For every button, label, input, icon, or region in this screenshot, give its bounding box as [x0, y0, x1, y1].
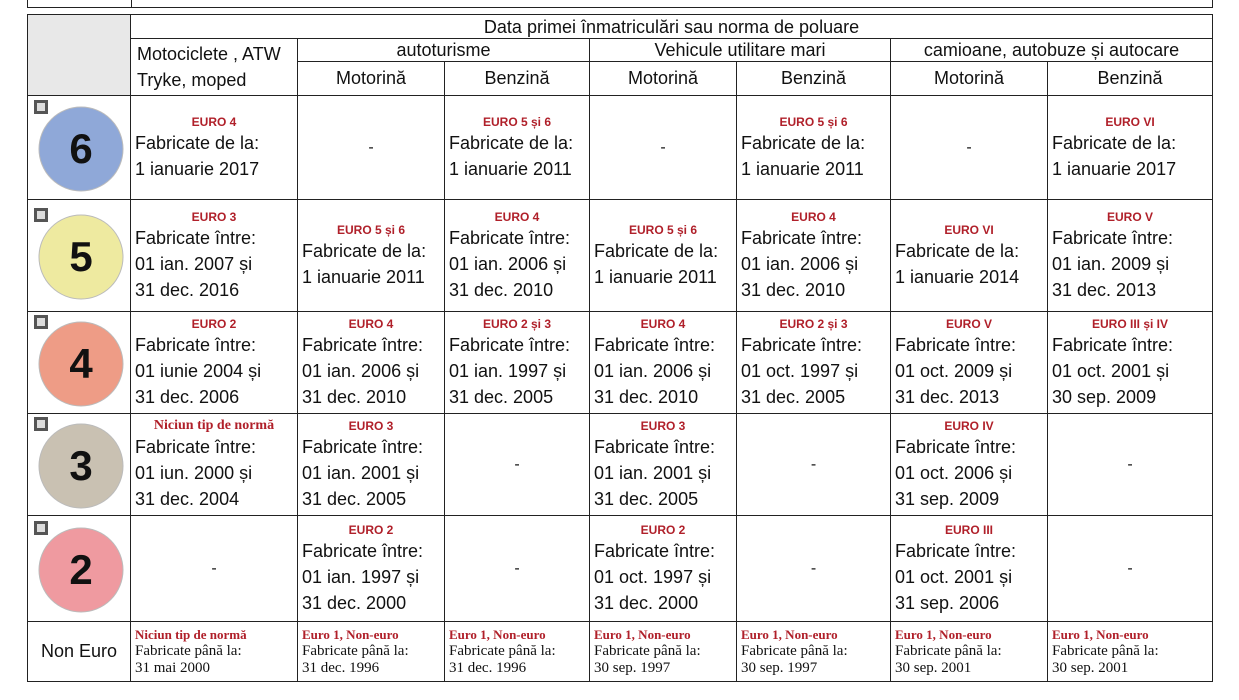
- cell-text-l2: 01 ian. 2001 și: [302, 462, 420, 483]
- table-row-non-euro: [28, 622, 1213, 682]
- cell-text-l3: 31 dec. 2006: [135, 386, 240, 407]
- cell-content: [590, 522, 736, 616]
- table-cell: [131, 200, 298, 312]
- cell-text-l1: Fabricate de la:: [135, 132, 260, 153]
- table-cell: [131, 414, 298, 516]
- table-cell: [891, 516, 1048, 622]
- empty-dash: -: [1127, 455, 1133, 473]
- cell-content: [1048, 316, 1212, 410]
- table-row: [28, 516, 1213, 622]
- cell-content: [298, 316, 444, 410]
- moto-header-line1: Motociclete , ATW: [137, 44, 281, 64]
- cell-text-l3: 31 dec. 2010: [594, 386, 699, 407]
- norm-label: EURO 5 și 6: [779, 114, 848, 129]
- table-cell: [1048, 622, 1213, 682]
- cell-text-l2: 01 oct. 2009 și: [895, 360, 1013, 381]
- cell-text-l3: 31 dec. 2010: [741, 279, 846, 300]
- empty-dash: -: [514, 455, 520, 473]
- cell-content: [1048, 209, 1212, 303]
- cell-text-l2: 01 ian. 2006 și: [302, 360, 420, 381]
- cell-content: [445, 627, 589, 677]
- table-row: [28, 312, 1213, 414]
- cell-text-l1: Fabricate de la:: [302, 240, 427, 261]
- cell-text-l3: 31 dec. 2005: [449, 386, 554, 407]
- cell-text-l2: 30 sep. 1997: [741, 659, 818, 676]
- cell-text-l1: Fabricate între:: [594, 540, 716, 561]
- empty-dash: -: [660, 138, 666, 156]
- norm-label: EURO VI: [1105, 114, 1155, 129]
- cell-text-l3: 31 dec. 2000: [302, 592, 407, 613]
- norm-label: EURO 4: [791, 209, 836, 224]
- moto-header-line2: Tryke, moped: [137, 70, 247, 90]
- cell-content: [131, 418, 297, 512]
- table-cell: [445, 414, 590, 516]
- cell-text-l1: Fabricate între:: [302, 540, 424, 561]
- norm-label: Niciun tip de normă: [135, 626, 247, 642]
- table-body: [28, 96, 1213, 682]
- table-cell: [737, 414, 891, 516]
- moto-header: [131, 39, 298, 96]
- table-row: [28, 200, 1213, 312]
- table-cell: [1048, 414, 1213, 516]
- cell-text-l1: Fabricate între:: [135, 334, 257, 355]
- cell-content: [1048, 627, 1212, 677]
- cell-content: [298, 222, 444, 290]
- norm-label: Euro 1, Non-euro: [895, 626, 992, 642]
- trucks-header: camioane, autobuze și autocare: [891, 39, 1213, 62]
- cell-text-l2: 1 ianuarie 2011: [302, 266, 425, 287]
- cell-content: [737, 209, 890, 303]
- cell-content: [131, 627, 297, 677]
- table-cell: [737, 622, 891, 682]
- cell-text-l1: Fabricate între:: [1052, 334, 1174, 355]
- sticker-cell: [28, 96, 131, 200]
- table-cell: [131, 516, 298, 622]
- norm-label: EURO 4: [640, 316, 686, 331]
- cell-text-l2: 01 oct. 1997 și: [741, 360, 859, 381]
- cell-content: [891, 222, 1047, 290]
- cell-text-l1: Fabricate de la:: [1052, 132, 1177, 153]
- cell-text-l1: Fabricate între:: [895, 334, 1017, 355]
- cell-text-l3: 31 dec. 2005: [594, 488, 699, 509]
- cars-header: autoturisme: [298, 39, 590, 62]
- table-cell: [445, 200, 590, 312]
- top-strip-divider: [131, 0, 132, 7]
- cell-content: [737, 114, 890, 182]
- cell-content: [131, 316, 297, 410]
- cell-content: [891, 418, 1047, 512]
- table-cell: [891, 312, 1048, 414]
- table-cell: [131, 312, 298, 414]
- norm-label: Euro 1, Non-euro: [302, 626, 399, 642]
- table-cell: [445, 622, 590, 682]
- cell-text-l1: Fabricate între:: [1052, 227, 1174, 248]
- cell-content: [1048, 114, 1212, 182]
- cell-content: [590, 418, 736, 512]
- corner-cell: [28, 15, 131, 96]
- cell-text-l2: 01 oct. 1997 și: [594, 566, 712, 587]
- cell-text-l3: 31 sep. 2006: [895, 592, 1000, 613]
- cell-text-l1: Fabricate până la:: [895, 642, 1002, 659]
- norm-label: EURO V: [945, 316, 992, 331]
- top-strip: [27, 0, 1213, 8]
- cell-text-l1: Fabricate de la:: [895, 240, 1020, 261]
- cell-text-l1: Fabricate între:: [895, 540, 1017, 561]
- table-cell: [131, 96, 298, 200]
- vans-diesel-header: Motorină: [590, 62, 737, 96]
- cell-text-l2: 31 dec. 1996: [302, 659, 380, 676]
- norm-label: EURO 5 și 6: [482, 114, 552, 129]
- cell-text-l2: 1 ianuarie 2017: [1052, 158, 1177, 179]
- cell-content: [737, 627, 890, 677]
- cell-text-l3: 30 sep. 2009: [1052, 386, 1157, 407]
- cell-content: [891, 316, 1047, 410]
- sticker-cell: [28, 516, 131, 622]
- norm-label: EURO 2: [191, 316, 237, 331]
- cell-text-l3: 31 dec. 2005: [741, 386, 846, 407]
- cell-text-l2: 01 ian. 2009 și: [1052, 253, 1170, 274]
- sticker-cell: [28, 200, 131, 312]
- table-cell: [131, 622, 298, 682]
- table-cell: [298, 622, 445, 682]
- sticker-number: 2: [69, 546, 93, 593]
- sticker-number: 6: [69, 125, 93, 172]
- cell-text-l1: Fabricate între:: [449, 334, 571, 355]
- cell-content: [131, 209, 297, 303]
- table-row: [28, 96, 1213, 200]
- table-cell: [445, 516, 590, 622]
- norm-label: EURO 4: [348, 316, 394, 331]
- pollution-sticker: [31, 97, 127, 193]
- cell-text-l2: 30 sep. 2001: [1052, 659, 1129, 676]
- cell-text-l2: 01 oct. 2006 și: [895, 462, 1013, 483]
- vans-petrol-header: Benzină: [737, 62, 891, 96]
- non-euro-label: Non Euro: [28, 622, 131, 682]
- cell-text-l2: 01 iunie 2004 și: [135, 360, 262, 381]
- cell-text-l2: 31 dec. 1996: [449, 659, 527, 676]
- cell-text-l2: 01 ian. 2006 și: [449, 253, 567, 274]
- cell-text-l3: 31 dec. 2016: [135, 279, 240, 300]
- norm-label: Euro 1, Non-euro: [1052, 626, 1149, 642]
- norm-label: EURO 2: [348, 522, 394, 537]
- cell-text-l2: 01 oct. 2001 și: [895, 566, 1013, 587]
- vans-header: Vehicule utilitare mari: [590, 39, 891, 62]
- table-cell: [737, 96, 891, 200]
- pollution-sticker: [31, 205, 127, 301]
- norm-label: EURO III și IV: [1092, 316, 1169, 331]
- cell-text-l1: Fabricate între:: [594, 334, 716, 355]
- sticker-qr-inner-icon: [37, 103, 45, 111]
- table-cell: [891, 96, 1048, 200]
- cell-text-l1: Fabricate între:: [302, 334, 424, 355]
- cell-text-l1: Fabricate între:: [895, 436, 1017, 457]
- table-cell: [590, 516, 737, 622]
- cell-text-l3: 31 dec. 2010: [302, 386, 407, 407]
- cell-text-l2: 01 ian. 2006 și: [741, 253, 859, 274]
- sticker-qr-inner-icon: [37, 318, 45, 326]
- cell-text-l1: Fabricate între:: [449, 227, 571, 248]
- table-cell: [1048, 516, 1213, 622]
- cell-content: [445, 316, 589, 410]
- cell-text-l2: 01 ian. 1997 și: [449, 360, 567, 381]
- norm-label: EURO 4: [191, 114, 237, 129]
- cell-content: [891, 522, 1047, 616]
- norm-label: Euro 1, Non-euro: [594, 626, 691, 642]
- cell-text-l1: Fabricate până la:: [302, 642, 409, 659]
- pollution-sticker: [31, 312, 127, 408]
- pollution-sticker: [31, 414, 127, 510]
- table-cell: [1048, 312, 1213, 414]
- cell-text-l1: Fabricate până la:: [594, 642, 701, 659]
- cell-text-l1: Fabricate până la:: [449, 642, 556, 659]
- cell-text-l1: Fabricate de la:: [449, 132, 574, 153]
- empty-dash: -: [966, 138, 972, 156]
- norm-label: EURO 2 și 3: [482, 316, 552, 331]
- cell-text-l1: Fabricate de la:: [594, 240, 719, 261]
- cell-content: [590, 627, 736, 677]
- cell-text-l2: 30 sep. 1997: [594, 659, 671, 676]
- cell-content: [590, 316, 736, 410]
- table-cell: [737, 516, 891, 622]
- cell-text-l2: 01 ian. 1997 și: [302, 566, 420, 587]
- table-cell: [590, 96, 737, 200]
- sticker-number: 4: [69, 340, 93, 387]
- cell-text-l1: Fabricate între:: [135, 227, 257, 248]
- norm-label: Euro 1, Non-euro: [449, 626, 546, 642]
- cell-content: [298, 418, 444, 512]
- norm-label: EURO V: [1107, 209, 1154, 224]
- norm-label: EURO VI: [944, 222, 994, 237]
- table-cell: [590, 414, 737, 516]
- cell-text-l2: 01 ian. 2007 și: [135, 253, 253, 274]
- norm-label: Euro 1, Non-euro: [741, 626, 838, 642]
- main-header: Data primei înmatriculări sau norma de poluare: [131, 15, 1213, 39]
- table-cell: [590, 200, 737, 312]
- table-cell: [298, 312, 445, 414]
- table-cell: [445, 96, 590, 200]
- table-cell: [590, 622, 737, 682]
- cell-text-l2: 1 ianuarie 2017: [135, 158, 260, 179]
- cell-text-l3: 31 dec. 2005: [302, 488, 407, 509]
- table-cell: [737, 312, 891, 414]
- norm-label: EURO 3: [191, 209, 237, 224]
- table-cell: [298, 414, 445, 516]
- empty-dash: -: [368, 138, 374, 156]
- cars-petrol-header: Benzină: [445, 62, 590, 96]
- cell-content: [131, 114, 297, 182]
- cell-content: [445, 114, 589, 182]
- norm-label: EURO III: [944, 522, 993, 537]
- cell-content: [891, 627, 1047, 677]
- trucks-diesel-header: Motorină: [891, 62, 1048, 96]
- sticker-number: 3: [69, 442, 93, 489]
- table-cell: [891, 622, 1048, 682]
- trucks-petrol-header: Benzină: [1048, 62, 1213, 96]
- cell-text-l2: 01 ian. 2006 și: [594, 360, 712, 381]
- sticker-cell: [28, 414, 131, 516]
- table-cell: [1048, 200, 1213, 312]
- empty-dash: -: [810, 455, 817, 473]
- cell-content: [298, 522, 444, 616]
- cell-text-l1: Fabricate între:: [741, 227, 863, 248]
- cell-text-l3: 31 dec. 2000: [594, 592, 699, 613]
- cell-text-l2: 31 mai 2000: [135, 659, 210, 676]
- cell-content: [298, 627, 444, 677]
- table-cell: [590, 312, 737, 414]
- norm-label: EURO IV: [944, 418, 994, 433]
- cell-text-l2: 1 ianuarie 2011: [741, 158, 864, 179]
- table-cell: [1048, 96, 1213, 200]
- cell-text-l2: 30 sep. 2001: [895, 659, 972, 676]
- norm-label: EURO 2: [640, 522, 686, 537]
- table-cell: [298, 516, 445, 622]
- table-cell: [445, 312, 590, 414]
- norm-label: EURO 4: [494, 209, 540, 224]
- sticker-qr-inner-icon: [37, 211, 45, 219]
- cell-text-l2: 01 ian. 2001 și: [594, 462, 712, 483]
- cell-text-l2: 1 ianuarie 2011: [594, 266, 717, 287]
- cell-text-l1: Fabricate între:: [302, 436, 424, 457]
- cell-text-l1: Fabricate până la:: [741, 642, 848, 659]
- pollution-sticker-table: [27, 14, 1213, 682]
- table-cell: [891, 414, 1048, 516]
- cell-text-l1: Fabricate între:: [741, 334, 863, 355]
- empty-dash: -: [514, 559, 520, 577]
- norm-label: EURO 3: [640, 418, 686, 433]
- table-cell: [737, 200, 891, 312]
- cell-text-l3: 31 dec. 2013: [1052, 279, 1157, 300]
- empty-dash: -: [211, 559, 217, 577]
- table-cell: [891, 200, 1048, 312]
- norm-label: EURO 5 și 6: [336, 222, 406, 237]
- cell-text-l2: 1 ianuarie 2014: [895, 266, 1020, 287]
- cell-content: [445, 209, 589, 303]
- sticker-number: 5: [69, 233, 93, 280]
- cell-text-l1: Fabricate de la:: [741, 132, 866, 153]
- cell-text-l1: Fabricate între:: [594, 436, 716, 457]
- table-cell: [298, 96, 445, 200]
- empty-dash: -: [1127, 559, 1133, 577]
- cell-text-l1: Fabricate până la:: [1052, 642, 1159, 659]
- cell-text-l3: 31 sep. 2009: [895, 488, 1000, 509]
- cell-text-l3: 31 dec. 2013: [895, 386, 1000, 407]
- empty-dash: -: [810, 559, 817, 577]
- cell-text-l1: Fabricate până la:: [135, 642, 242, 659]
- cell-content: [590, 222, 736, 290]
- norm-label: EURO 5 și 6: [628, 222, 698, 237]
- cell-text-l3: 31 dec. 2010: [449, 279, 554, 300]
- cars-diesel-header: Motorină: [298, 62, 445, 96]
- sticker-cell: [28, 312, 131, 414]
- norm-label: EURO 3: [348, 418, 394, 433]
- cell-content: [737, 316, 890, 410]
- norm-label: Niciun tip de normă: [153, 417, 275, 433]
- cell-text-l1: Fabricate între:: [135, 436, 257, 457]
- pollution-sticker: [31, 518, 127, 614]
- table-row: [28, 414, 1213, 516]
- sticker-qr-inner-icon: [37, 524, 45, 532]
- norm-label: EURO 2 și 3: [779, 316, 848, 331]
- cell-text-l2: 1 ianuarie 2011: [449, 158, 572, 179]
- cell-text-l2: 01 iun. 2000 și: [135, 462, 253, 483]
- sticker-qr-inner-icon: [37, 420, 45, 428]
- cell-text-l3: 31 dec. 2004: [135, 488, 240, 509]
- table-cell: [298, 200, 445, 312]
- cell-text-l2: 01 oct. 2001 și: [1052, 360, 1170, 381]
